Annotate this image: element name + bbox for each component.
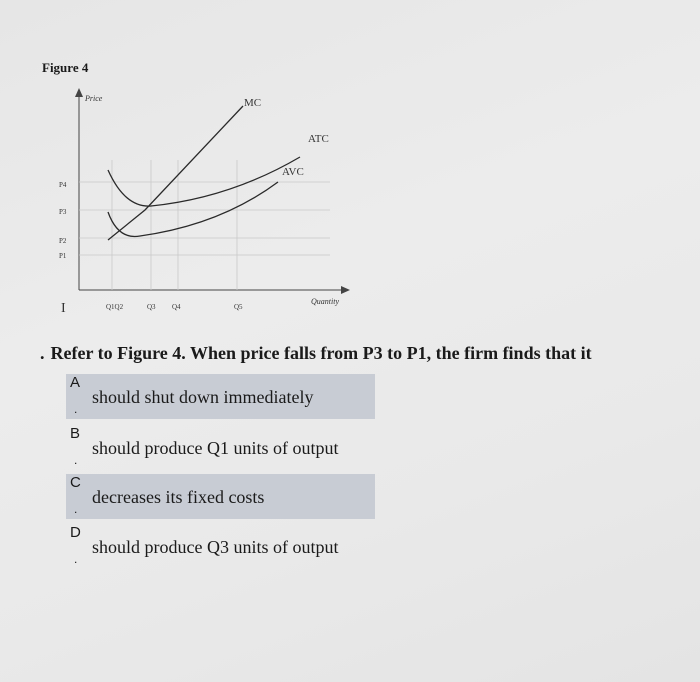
option-c[interactable] [66,474,375,519]
option-d[interactable] [66,524,375,569]
question-body: Refer to Figure 4. When price falls from P3 to P1, the firm finds that it [50,343,592,363]
price-label-p3: P3 [59,208,67,216]
avc-curve [108,182,278,237]
figure-title: Figure 4 [42,60,89,75]
x-axis-arrow [341,286,350,294]
cost-curves-figure [0,0,700,330]
quantity-label-q1q2: Q1Q2 [106,303,124,311]
option-d-letter: D [70,524,81,541]
y-axis-label: Price [85,94,103,103]
atc-curve [108,157,300,206]
option-a-letter: A [70,374,81,391]
price-label-p2: P2 [59,237,67,245]
option-b-text: should produce Q1 units of output [92,438,339,458]
quantity-label-q3: Q3 [147,303,156,311]
question-prefix: . [40,343,45,363]
option-a-dot: . [74,402,78,416]
option-d-text: should produce Q3 units of output [92,537,339,557]
origin-mark: I [61,301,66,316]
price-label-p1: P1 [59,252,67,260]
option-a-text: should shut down immediately [92,387,314,407]
option-c-letter: C [70,474,81,491]
option-b-dot: . [74,453,78,467]
option-a[interactable] [66,374,375,419]
price-label-p4: P4 [59,181,67,189]
quantity-label-q4: Q4 [172,303,181,311]
option-d-dot: . [74,552,78,566]
option-c-dot: . [74,502,78,516]
option-b[interactable] [66,425,375,470]
option-b-letter: B [70,425,81,442]
avc-label: AVC [282,166,304,178]
x-axis-label: Quantity [311,297,339,306]
question-text [40,343,592,364]
quantity-label-q5: Q5 [234,303,243,311]
mc-curve [108,106,243,240]
option-c-text: decreases its fixed costs [92,487,265,507]
y-axis-arrow [75,88,83,97]
atc-label: ATC [308,133,329,145]
mc-label: MC [244,97,262,109]
